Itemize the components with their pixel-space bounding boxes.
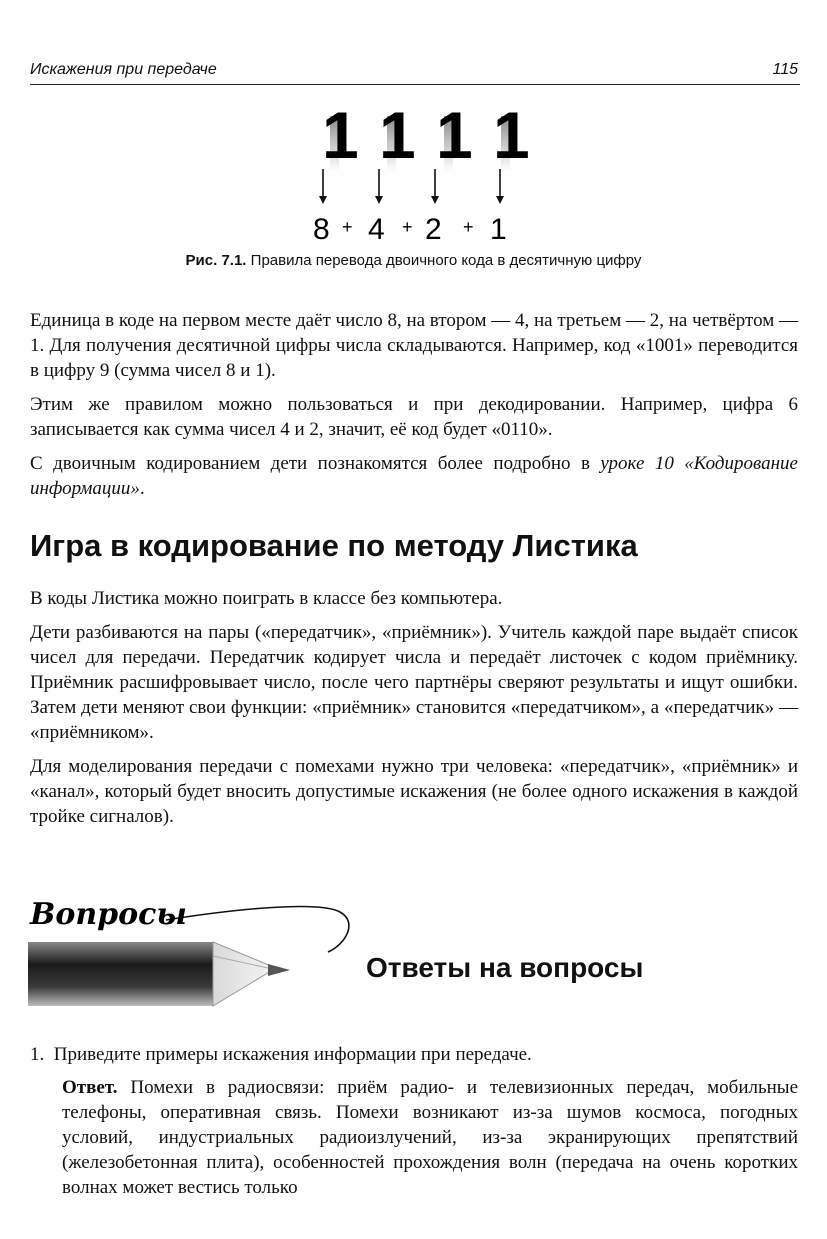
plus-sign-3: + — [463, 217, 474, 237]
caption-label: Рис. 7.1. — [185, 252, 247, 269]
paragraph: Для моделирования передачи с помехами нужно три человека: «передатчик», «приёмник» и «канал», который будет вносить допустимые искажения (не более одного искажения в каждой тройке сигналов). — [30, 756, 798, 827]
answer-item — [62, 1075, 798, 1200]
paragraph-cross-reference: С двоичным кодированием дети познакомятся более подробно в уроке 10 «Кодирование информации». — [30, 453, 798, 499]
question-item — [30, 1042, 798, 1067]
weight-8: 8 — [313, 213, 330, 246]
paragraph: В коды Листика можно поиграть в классе без компьютера. — [30, 588, 503, 609]
answer-label: Ответ. — [62, 1077, 118, 1098]
figure-caption — [0, 252, 827, 269]
caption-text: Правила перевода двоичного кода в десятичную цифру — [250, 252, 642, 269]
weight-4: 4 — [368, 213, 385, 246]
plus-sign-1: + — [342, 217, 353, 237]
section-heading: Игра в кодирование по методу Листика — [30, 528, 638, 563]
figure-7-1 — [0, 96, 827, 286]
running-head — [30, 60, 800, 85]
page-number: 115 — [772, 61, 798, 78]
weight-2: 2 — [425, 213, 442, 246]
section-text — [30, 586, 798, 838]
pencil-icon — [28, 942, 213, 1006]
paragraph: Единица в коде на первом месте даёт число 8, на втором — 4, на третьем — 2, на четвёртом — 1. Для получения десятичной цифры числа складываются. Например, код «1001» переводится в цифру 9 (сумма чисел 8 и 1). — [30, 310, 799, 381]
lesson-reference: уроке 10 «Кодирование информации» — [30, 453, 798, 499]
binary-digit-1: 1 — [322, 98, 359, 172]
binary-digit-2: 1 — [379, 98, 416, 172]
paragraph: Этим же правилом можно пользоваться и при декодировании. Например, цифра 6 записывается как сумма чисел 4 и 2, значит, её код будет «0110». — [30, 394, 798, 440]
binary-digit-3: 1 — [436, 98, 473, 172]
paragraph: Дети разбиваются на пары («передатчик», «приёмник»). Учитель каждой паре выдаёт список чисел для передачи. Передатчик кодирует числа и передаёт листочек с кодом приёмнику. Приёмник расшифровывает число, после чего партнёры сверяют результаты и ищут ошибки. Затем дети меняют свои функции: «приёмник» становится «передатчиком», а «передатчик» — «приёмником». — [30, 622, 798, 743]
question-number: 1. — [30, 1044, 45, 1065]
binary-digit-4: 1 — [493, 98, 530, 172]
chapter-title: Искажения при передаче — [30, 61, 217, 78]
answer-text: Помехи в радиосвязи: приём радио- и телевизионных передач, мобильные телефоны, оперативная связь. Помехи возникают из-за шумов космоса, погодных условий, индустриальных радиоизлучений, из-за экранирующих препятствий (железобетонная плита), особенностей прохождения волн (передача на очень коротких волнах может вестись только — [62, 1077, 799, 1198]
qa-list — [30, 1042, 798, 1200]
plus-sign-2: + — [402, 217, 413, 237]
weight-1: 1 — [490, 213, 507, 246]
intro-text — [30, 308, 798, 510]
questions-logo-script: Вопросы — [30, 897, 187, 932]
binary-weights-diagram — [290, 96, 540, 246]
question-text: Приведите примеры искажения информации при передаче. — [53, 1044, 532, 1065]
qa-title: Ответы на вопросы — [366, 952, 644, 983]
